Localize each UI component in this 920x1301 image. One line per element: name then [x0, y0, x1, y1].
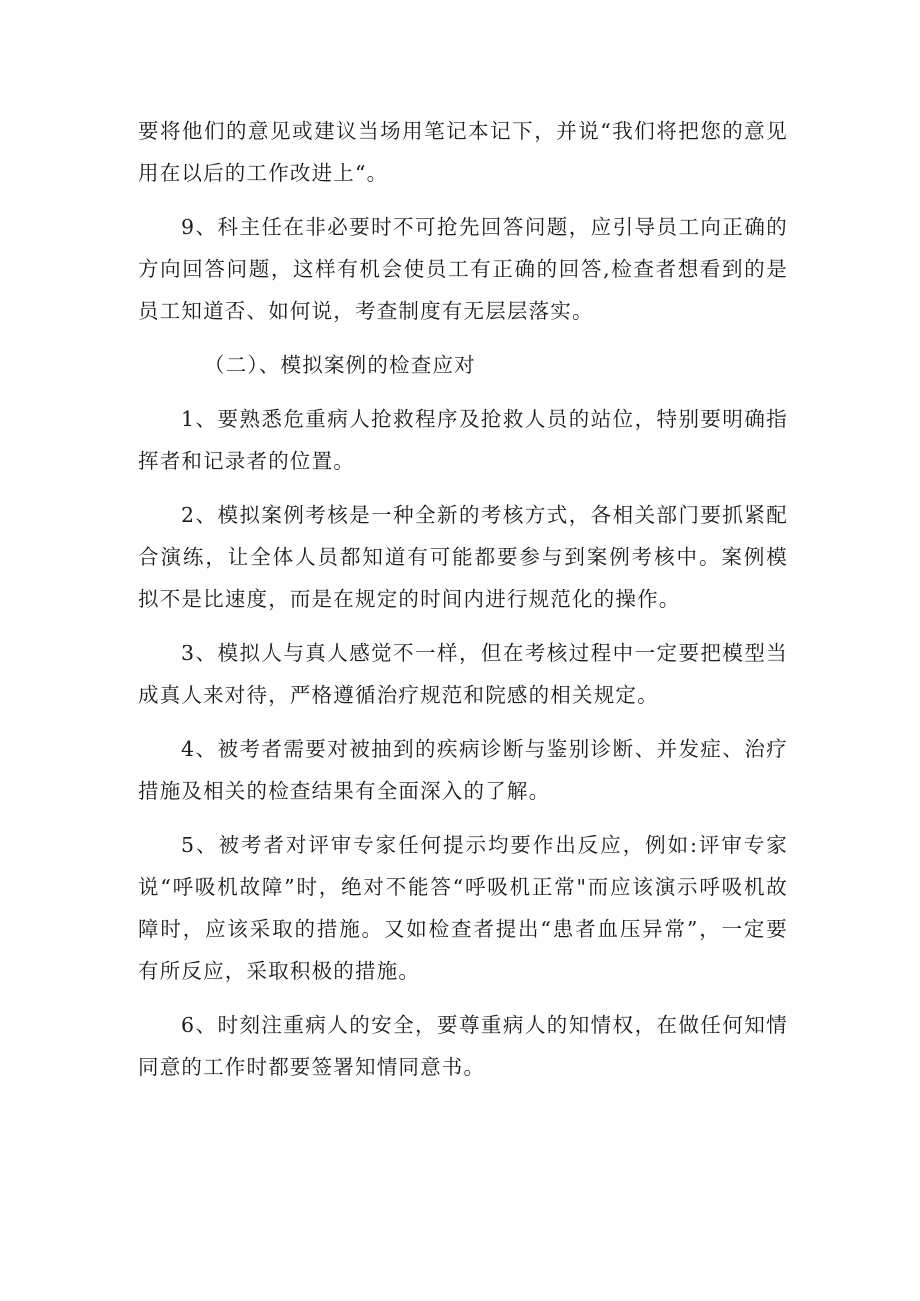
paragraph-item-2: 2、模拟案例考核是一种全新的考核方式，各相关部门要抓紧配合演练，让全体人员都知道有可能都要参与到案例考核中。案例模拟不是比速度，而是在规定的时间内进行规范化的操作。: [138, 503, 788, 611]
paragraph-continued: 要将他们的意见或建议当场用笔记本记下，并说“我们将把您的意见用在以后的工作改进上“。: [138, 119, 788, 185]
paragraph-item-5: 5、被考者对评审专家任何提示均要作出反应，例如:评审专家说“呼吸机故障”时，绝对不能答“呼吸机正常"而应该演示呼吸机故障时，应该采取的措施。又如检查者提出“患者血压异常”，一定要有所反应，采取积极的措施。: [138, 833, 788, 983]
document-page: [138, 110, 788, 1088]
paragraph-item-6: 6、时刻注重病人的安全，要尊重病人的知情权，在做任何知情同意的工作时都要签署知情同意书。: [138, 1013, 788, 1079]
paragraph-item-3: 3、模拟人与真人感觉不一样，但在考核过程中一定要把模型当成真人来对待，严格遵循治疗规范和院感的相关规定。: [138, 641, 788, 707]
paragraph-item-1: 1、要熟悉危重病人抢救程序及抢救人员的站位，特别要明确指挥者和记录者的位置。: [138, 407, 788, 473]
paragraph-item-9: 9、科主任在非必要时不可抢先回答问题，应引导员工向正确的方向回答问题，这样有机会使员工有正确的回答,检查者想看到的是员工知道否、如何说，考查制度有无层层落实。: [138, 215, 788, 323]
section-heading: （二）、模拟案例的检查应对: [204, 353, 476, 377]
paragraph-item-4: 4、被考者需要对被抽到的疾病诊断与鉴别诊断、并发症、治疗措施及相关的检查结果有全面深入的了解。: [138, 737, 788, 803]
